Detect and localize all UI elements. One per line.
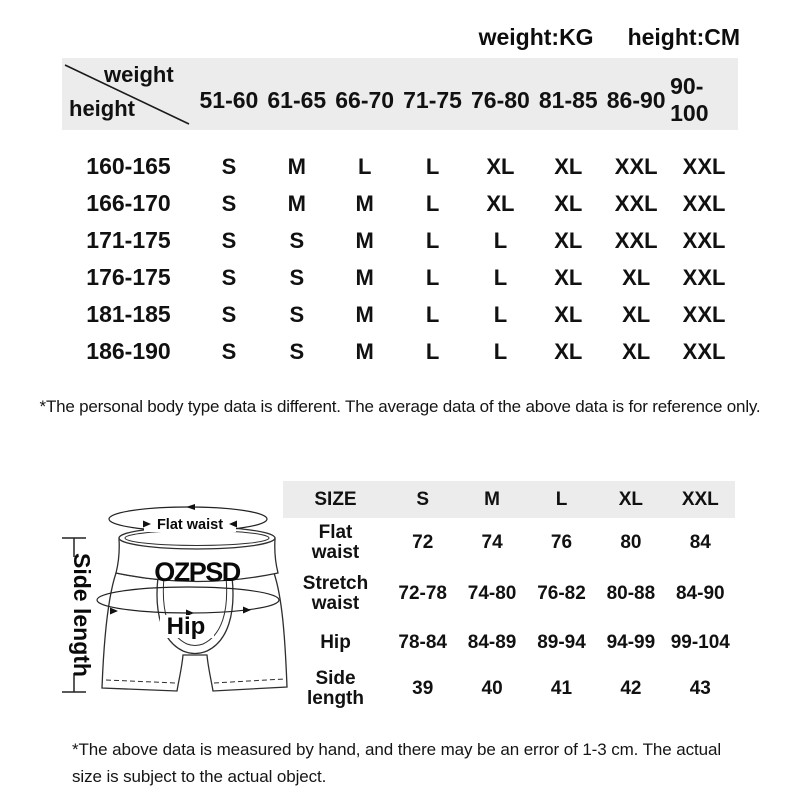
measurement-value: 99-104	[670, 632, 730, 653]
size-value: S	[221, 301, 237, 327]
measurement-row	[283, 568, 735, 620]
size-value: M	[287, 153, 306, 179]
measurement-value: 40	[481, 678, 503, 699]
size-value: S	[289, 264, 305, 290]
weight-unit-label: weight:KG	[478, 24, 594, 50]
size-value: S	[221, 190, 237, 216]
measurement-value: 74-80	[467, 583, 517, 604]
size-chart-row	[62, 296, 738, 333]
size-value: L	[425, 227, 440, 253]
measurement-column-header: S	[416, 488, 430, 510]
size-value: XL	[554, 301, 583, 327]
measurement-label: Hip	[320, 632, 351, 654]
size-value: L	[493, 264, 508, 290]
measurement-value: 72-78	[398, 583, 447, 604]
size-value: XL	[554, 227, 583, 253]
height-range-label: 186-190	[86, 338, 171, 364]
measurement-header-row	[283, 481, 735, 518]
measurement-value: 39	[412, 678, 434, 699]
size-value: XL	[622, 264, 651, 290]
units-note	[479, 24, 740, 51]
size-value: S	[289, 227, 305, 253]
measurement-value: 84	[689, 532, 711, 553]
size-value: L	[493, 338, 508, 364]
size-value: L	[425, 301, 440, 327]
measurement-value: 42	[620, 678, 642, 699]
weight-column-header: 81-85	[538, 86, 598, 113]
size-chart-header-row	[62, 58, 738, 130]
weight-column-header: 76-80	[471, 86, 530, 113]
measurement-label: Stretch waist	[302, 573, 369, 614]
size-value: XL	[486, 153, 515, 179]
size-value: XXL	[614, 190, 658, 216]
size-chart-row	[62, 222, 738, 259]
size-value: XXL	[614, 153, 658, 179]
size-value: S	[289, 301, 305, 327]
size-value: S	[221, 338, 237, 364]
measurement-label: Flat waist	[311, 522, 360, 563]
measurement-value: 72	[412, 532, 434, 553]
size-value: L	[493, 227, 508, 253]
measurement-value: 84-90	[675, 583, 725, 604]
size-value: XXL	[682, 153, 726, 179]
measurement-column-header: L	[555, 488, 568, 510]
size-value: L	[357, 153, 372, 179]
weight-column-header: 61-65	[267, 86, 327, 113]
side-length-label: Side length	[68, 553, 95, 677]
size-value: S	[289, 338, 305, 364]
measurement-table-body	[283, 518, 735, 712]
size-chart-body	[62, 148, 738, 370]
size-value: S	[221, 227, 237, 253]
brand-logo-text: OZPSD	[154, 557, 240, 587]
height-range-label: 181-185	[86, 301, 171, 327]
measurement-value: 76-82	[537, 583, 586, 604]
size-value: M	[287, 190, 306, 216]
measurement-row	[283, 666, 735, 712]
measurement-label: Side length	[307, 668, 364, 709]
size-value: XL	[554, 338, 583, 364]
size-chart-row	[62, 259, 738, 296]
size-value: XXL	[614, 227, 658, 253]
size-value: S	[221, 153, 237, 179]
size-chart-row	[62, 333, 738, 370]
measurement-value: 76	[550, 532, 573, 553]
measurement-value: 84-89	[467, 632, 517, 653]
size-value: L	[425, 264, 440, 290]
size-value: S	[221, 264, 237, 290]
size-value: L	[425, 153, 440, 179]
measurement-column-header: XXL	[681, 488, 719, 510]
height-range-label: 171-175	[86, 227, 171, 253]
measurement-column-header: XL	[618, 488, 644, 510]
size-value: L	[425, 190, 440, 216]
measurement-row	[283, 620, 735, 666]
size-chart-row	[62, 185, 738, 222]
weight-column-header: 71-75	[403, 86, 462, 113]
size-value: M	[355, 264, 374, 290]
weight-column-header: 86-90	[606, 86, 666, 113]
size-value: XL	[622, 338, 651, 364]
measurement-value: 89-94	[537, 632, 586, 653]
size-value: XL	[554, 264, 583, 290]
size-chart-table	[62, 58, 738, 370]
height-weight-corner-cell	[62, 58, 195, 130]
size-chart-row	[62, 148, 738, 185]
size-value: XL	[554, 153, 583, 179]
shorts-measurement-diagram	[38, 483, 310, 723]
measurement-value: 78-84	[398, 632, 447, 653]
size-value: XL	[486, 190, 515, 216]
reference-note: *The personal body type data is different. The average data of the above data is for reference only.	[39, 397, 761, 416]
accuracy-note: *The above data is measured by hand, and there may be an error of 1-3 cm. The actual size is subject to the actual object.	[72, 740, 721, 787]
size-value: L	[425, 338, 440, 364]
height-range-label: 166-170	[86, 190, 171, 216]
weight-column-header: 66-70	[335, 86, 395, 113]
measurement-value: 80	[620, 532, 642, 553]
size-value: M	[355, 338, 374, 364]
measurement-row	[283, 518, 735, 568]
measurement-table	[283, 481, 735, 712]
size-value: XL	[554, 190, 583, 216]
size-value: L	[493, 301, 508, 327]
measurement-value: 74	[481, 532, 503, 553]
size-value: M	[355, 301, 374, 327]
corner-weight-label: weight	[104, 62, 174, 87]
size-value: M	[355, 190, 374, 216]
height-unit-label: height:CM	[627, 24, 740, 50]
size-value: XXL	[682, 190, 726, 216]
size-value: XXL	[682, 264, 726, 290]
height-range-label: 160-165	[86, 153, 171, 179]
measurement-value: 43	[689, 678, 711, 699]
size-value: XL	[622, 301, 651, 327]
measurement-column-header: M	[484, 488, 500, 510]
weight-column-header: 90-100	[670, 73, 709, 126]
measurement-column-header: SIZE	[314, 488, 357, 510]
size-value: M	[355, 227, 374, 253]
weight-column-header: 51-60	[199, 86, 259, 113]
measurement-value: 41	[550, 678, 573, 699]
size-value: XXL	[682, 338, 726, 364]
corner-height-label: height	[69, 96, 135, 121]
measurement-value: 94-99	[606, 632, 656, 653]
size-value: XXL	[682, 301, 726, 327]
measurement-value: 80-88	[606, 583, 656, 604]
flat-waist-label: Flat waist	[156, 517, 224, 533]
flat-waist-top-tick	[186, 504, 195, 510]
height-range-label: 176-175	[86, 264, 171, 290]
hip-label: Hip	[166, 613, 206, 640]
size-value: XXL	[682, 227, 726, 253]
